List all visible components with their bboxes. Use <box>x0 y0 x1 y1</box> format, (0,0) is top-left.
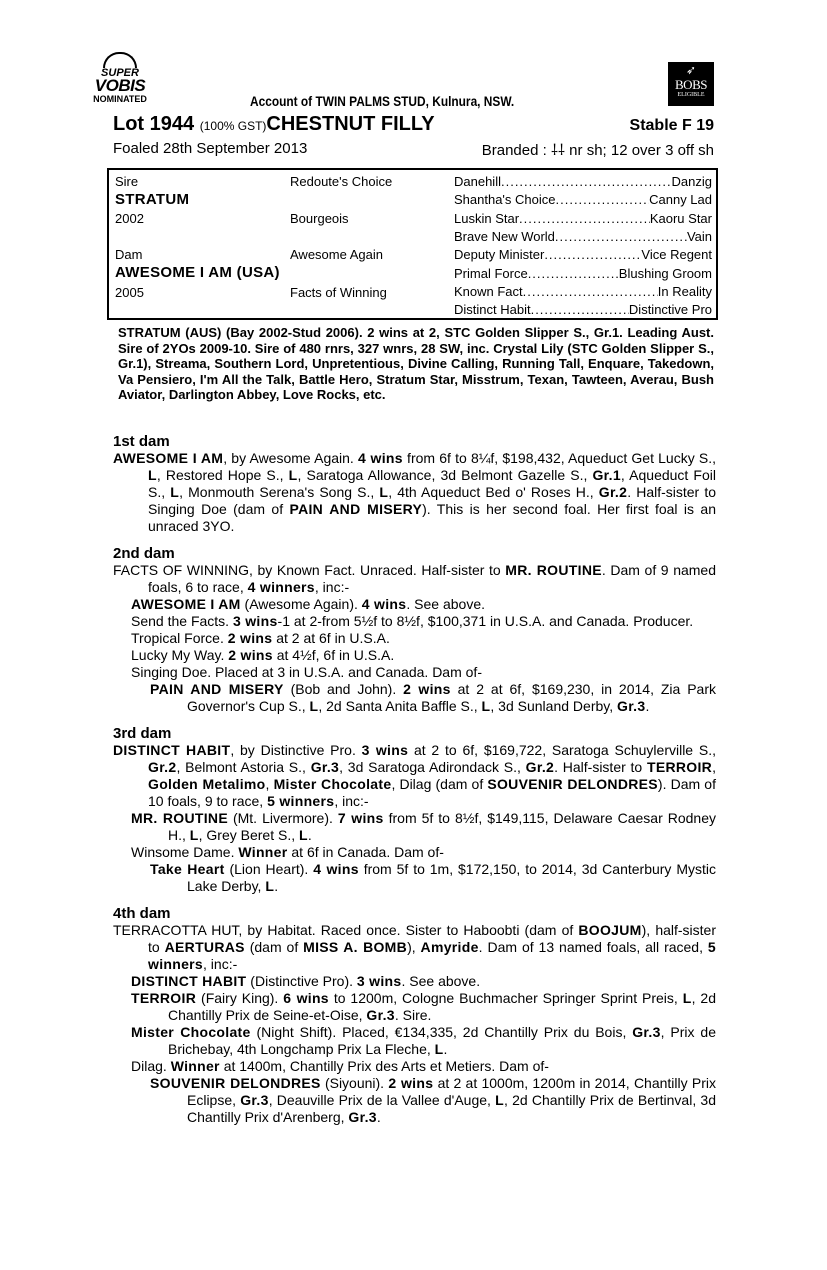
text-run: . Dam of 13 named foals, all raced, <box>478 939 708 955</box>
highlight-text: 3 wins <box>232 613 278 629</box>
highlight-text: Gr.3 <box>632 1024 661 1040</box>
text-run: Lucky My Way. <box>131 647 229 663</box>
text-run: . Dam of 9 named foals, 6 to race, <box>148 562 717 595</box>
highlight-text: 5 winners <box>148 939 716 972</box>
sun-icon <box>103 52 137 68</box>
highlight-text: Gr.2 <box>525 759 555 775</box>
leader-dots <box>523 284 658 299</box>
highlight-text: PAIN AND MISERY <box>289 501 423 517</box>
ancestor-name: Danehill <box>454 174 501 189</box>
text-run: (Awesome Again). <box>240 596 362 612</box>
text-run: Dilag. <box>131 1058 171 1074</box>
text-run: . <box>376 1109 381 1125</box>
highlight-text: Golden Metalimo <box>148 776 266 792</box>
pedigree-entry <box>113 990 716 1024</box>
text-run: , Restored Hope S., <box>156 467 289 483</box>
ancestor-sire: Blushing Groom <box>618 265 712 281</box>
section-heading: 3rd dam <box>113 725 172 742</box>
highlight-text: L <box>379 484 389 500</box>
text-run: , Monmouth Serena's Song S., <box>179 484 380 500</box>
highlight-text: 5 winners <box>267 793 335 809</box>
pedigree-entry <box>113 562 716 596</box>
section-heading: 4th dam <box>113 905 171 922</box>
lot-number: Lot 1944 <box>113 113 195 135</box>
highlight-text: Amyride <box>420 939 479 955</box>
highlight-text: 6 wins <box>283 990 329 1006</box>
text-run: from 6f to 8¼f, $198,432, Aqueduct Get Lucky S., <box>402 450 716 466</box>
highlight-text: 4 winners <box>247 579 315 595</box>
text-run: , 2d Santa Anita Baffle S., <box>318 698 482 714</box>
highlight-text: 4 wins <box>361 596 407 612</box>
text-run: (Bob and John). <box>283 681 404 697</box>
text-run: , 2d Chantilly Prix de Bertinval, 3d Chantilly Prix d'Arenberg, <box>187 1092 716 1125</box>
pedigree-entry <box>113 664 716 681</box>
text-run: at 6f in Canada. Dam of- <box>287 844 444 860</box>
text-run: . Half-sister to <box>554 759 647 775</box>
highlight-text: 4 wins <box>357 450 403 466</box>
ancestor-sire: In Reality <box>657 283 712 299</box>
pedigree-entry <box>113 1024 716 1058</box>
text-run: (Fairy King). <box>196 990 284 1006</box>
pedigree-entry <box>113 681 716 715</box>
pedigree-entry <box>113 1058 716 1075</box>
text-run: from 5f to 8½f, $149,115, Delaware Caesar Rodney H., <box>168 810 716 843</box>
foaled-date: Foaled 28th September 2013 <box>113 140 308 157</box>
text-run: , Deauville Prix de la Vallee d'Auge, <box>268 1092 496 1108</box>
dam-label: Dam <box>115 247 143 262</box>
bird-icon: ➶ <box>685 63 697 77</box>
ancestor-sire: Danzig <box>671 174 712 189</box>
leader-dots <box>555 229 687 244</box>
highlight-text: Gr.2 <box>598 484 628 500</box>
vendor-account: Account of TWIN PALMS STUD, Kulnura, NSW. <box>250 93 515 109</box>
section-heading: 2nd dam <box>113 545 175 562</box>
highlight-text: L <box>682 990 692 1006</box>
super-vobis-logo <box>86 52 154 108</box>
logo-text: BOBS <box>675 77 707 92</box>
pedigree-entry <box>113 742 716 810</box>
ancestor-row <box>454 174 712 189</box>
bobs-logo <box>668 62 714 106</box>
highlight-text: Gr.3 <box>617 698 646 714</box>
ancestor-name: Deputy Minister <box>454 247 545 263</box>
logo-text: ELIGIBLE <box>677 92 705 98</box>
highlight-text: L <box>495 1092 504 1108</box>
text-run: , inc:- <box>334 793 369 809</box>
ancestor-sire: Vice Regent <box>641 247 712 263</box>
ancestor-name: Primal Force <box>454 265 528 281</box>
leader-dots <box>531 302 629 317</box>
sire-year: 2002 <box>115 211 144 226</box>
text-run: (Distinctive Pro). <box>246 973 357 989</box>
sire-label: Sire <box>115 174 139 189</box>
text-run: ), <box>407 939 421 955</box>
grandsire: Awesome Again <box>290 247 383 262</box>
text-run: , by Awesome Again. <box>223 450 358 466</box>
ancestor-sire: Distinctive Pro <box>628 302 712 318</box>
section-heading: 1st dam <box>113 433 170 450</box>
highlight-text: 2 wins <box>388 1075 434 1091</box>
highlight-text: 3 wins <box>361 742 409 758</box>
text-run: , by Distinctive Pro. <box>230 742 362 758</box>
granddam: Facts of Winning <box>290 285 387 300</box>
highlight-text: SOUVENIR DELONDRES <box>150 1075 321 1091</box>
highlight-text: L <box>481 698 491 714</box>
text-run: ), half-sister to <box>148 922 716 955</box>
ancestor-row <box>454 247 712 262</box>
highlight-text: AERTURAS <box>164 939 245 955</box>
highlight-text: Gr.3 <box>240 1092 269 1108</box>
text-run: Winsome Dame. <box>131 844 239 860</box>
text-run: (dam of <box>244 939 304 955</box>
highlight-text: 7 wins <box>337 810 384 826</box>
text-run: at 2 to 6f, $169,722, Saratoga Schuylerville S., <box>408 742 717 758</box>
pedigree-table <box>107 168 718 320</box>
text-run: . Half-sister to Singing Doe (dam of <box>148 484 717 517</box>
text-run: at 2 at 6f in U.S.A. <box>272 630 390 646</box>
dam-lines <box>113 433 716 1126</box>
ancestor-name: Distinct Habit <box>454 302 531 318</box>
pedigree-entry <box>113 596 716 613</box>
text-run: FACTS OF WINNING, by Known Fact. Unraced. Half-sister to <box>113 562 506 578</box>
highlight-text: L <box>299 827 308 843</box>
ancestor-row <box>454 211 712 226</box>
text-run: ). This is her second foal. Her first foal is an unraced 3YO. <box>148 501 716 534</box>
text-run: , Aqueduct Foil S., <box>148 467 716 500</box>
text-run: , 3d Sunland Derby, <box>490 698 618 714</box>
text-run: -1 at 2-from 5½f to 8½f, $100,371 in U.S.A. and Canada. Producer. <box>277 613 694 629</box>
pedigree-entry <box>113 450 716 535</box>
highlight-text: AWESOME I AM <box>131 596 241 612</box>
ancestor-sire: Vain <box>686 228 712 244</box>
text-run: . <box>307 827 312 843</box>
highlight-text: 2 wins <box>403 681 451 697</box>
text-run: , Prix de Brichebay, 4th Longchamp Prix La Fleche, <box>168 1024 716 1057</box>
leader-dots <box>501 174 672 189</box>
ancestor-name: Shantha's Choice <box>454 192 556 208</box>
sire-summary: STRATUM (AUS) (Bay 2002-Stud 2006). 2 wins at 2, STC Golden Slipper S., Gr.1. Leading Aust. Sire of 2YOs 2009-10. Sire of 480 rnrs, 327 wnrs, 28 SW, inc. Crystal Lily (STC Golden Slipper S., Gr.1), Streama, Southern Lord, Unpretentious, Divine Calling, Running Tall, Enquare, Takedown, Va Pensiero, I'm All the Talk, Battle Hero, Stratum Star, Misstrum, Texan, Tawteen, Averau, Bush Aviator, Darlington Abbey, Love Rocks, etc. <box>118 325 714 402</box>
logo-text: NOMINATED <box>93 94 147 104</box>
text-run: at 2 at 1000m, 1200m in 2014, Chantilly Prix Eclipse, <box>187 1075 717 1108</box>
text-run: at 2 at 6f, $169,230, in 2014, Zia Park Governor's Cup S., <box>187 681 717 714</box>
pedigree-entry <box>113 613 716 630</box>
brand-info: Branded : ⸸⸸ nr sh; 12 over 3 off sh <box>481 142 714 159</box>
text-run: from 5f to 1m, $172,150, to 2014, 3d Canterbury Mystic Lake Derby, <box>187 861 716 894</box>
text-run: to 1200m, Cologne Buchmacher Springer Sprint Preis, <box>328 990 683 1006</box>
highlight-text: MR. ROUTINE <box>505 562 602 578</box>
highlight-text: L <box>288 467 298 483</box>
highlight-text: 3 wins <box>356 973 402 989</box>
pedigree-entry <box>113 922 716 973</box>
highlight-text: TERROIR <box>646 759 713 775</box>
text-run: . See above. <box>401 973 481 989</box>
text-run: , 2d Chantilly Prix de Seine-et-Oise, <box>168 990 717 1023</box>
ancestor-row <box>454 302 712 317</box>
text-run: . <box>274 878 279 894</box>
stable-number: Stable F 19 <box>629 117 714 134</box>
logo-text: VOBIS <box>94 76 146 95</box>
dam-name: AWESOME I AM (USA) <box>115 264 280 281</box>
pedigree-entry <box>113 973 716 990</box>
leader-dots <box>528 266 619 281</box>
ancestor-name: Luskin Star <box>454 210 520 226</box>
text-run: , Belmont Astoria S., <box>176 759 311 775</box>
highlight-text: MISS A. BOMB <box>303 939 408 955</box>
highlight-text: BOOJUM <box>578 922 642 938</box>
highlight-text: Mister Chocolate <box>273 776 392 792</box>
highlight-text: 2 wins <box>228 647 273 663</box>
highlight-text: Winner <box>170 1058 220 1074</box>
text-run: (Lion Heart). <box>224 861 314 877</box>
highlight-text: Gr.3 <box>348 1109 377 1125</box>
text-run: (Night Shift). Placed, €134,335, 2d Chantilly Prix du Bois, <box>250 1024 633 1040</box>
sire-name: STRATUM <box>115 191 190 208</box>
highlight-text: Gr.2 <box>148 759 177 775</box>
highlight-text: DISTINCT HABIT <box>113 742 231 758</box>
ancestor-row <box>454 266 712 281</box>
ancestor-row <box>454 229 712 244</box>
highlight-text: 2 wins <box>227 630 273 646</box>
highlight-text: Take Heart <box>150 861 225 877</box>
text-run: , inc:- <box>314 579 350 595</box>
highlight-text: MR. ROUTINE <box>131 810 228 826</box>
pedigree-entry <box>113 844 716 861</box>
highlight-text: PAIN AND MISERY <box>150 681 284 697</box>
highlight-text: 4 wins <box>313 861 359 877</box>
highlight-text: L <box>309 698 319 714</box>
highlight-text: Gr.3 <box>366 1007 395 1023</box>
text-run: . <box>645 698 650 714</box>
ancestor-sire: Kaoru Star <box>649 210 712 226</box>
leader-dots <box>519 211 650 226</box>
highlight-text: DISTINCT HABIT <box>131 973 247 989</box>
text-run: at 1400m, Chantilly Prix des Arts et Metiers. Dam of- <box>219 1058 549 1074</box>
dam-year: 2005 <box>115 285 144 300</box>
text-run: , 3d Saratoga Adirondack S., <box>339 759 526 775</box>
grandsire: Redoute's Choice <box>290 174 393 189</box>
text-run: , Dilag (dam of <box>391 776 488 792</box>
highlight-text: SOUVENIR DELONDRES <box>487 776 658 792</box>
ancestor-row <box>454 284 712 299</box>
pedigree-entry <box>113 630 716 647</box>
highlight-text: L <box>189 827 199 843</box>
text-run: Singing Doe. Placed at 3 in U.S.A. and Canada. Dam of- <box>131 664 482 680</box>
ancestor-row <box>454 192 712 207</box>
text-run: (Siyouni). <box>320 1075 389 1091</box>
pedigree-entry <box>113 1075 716 1126</box>
leader-dots <box>556 192 650 207</box>
highlight-text: L <box>148 467 157 483</box>
text-run: . See above. <box>406 596 485 612</box>
text-run: ). Dam of 10 foals, 9 to race, <box>148 776 716 809</box>
leader-dots <box>544 247 641 262</box>
ancestor-sire: Canny Lad <box>649 192 712 208</box>
ancestor-name: Known Fact <box>454 283 523 299</box>
text-run: Tropical Force. <box>131 630 228 646</box>
text-run: , <box>712 759 716 775</box>
logo-text: SUPER <box>101 67 139 79</box>
text-run: at 4½f, 6f in U.S.A. <box>272 647 395 663</box>
highlight-text: Mister Chocolate <box>131 1024 251 1040</box>
granddam: Bourgeois <box>290 211 349 226</box>
text-run: , Grey Beret S., <box>198 827 300 843</box>
highlight-text: L <box>170 484 180 500</box>
text-run: . <box>443 1041 448 1057</box>
highlight-text: AWESOME I AM <box>113 450 224 466</box>
highlight-text: Gr.3 <box>310 759 340 775</box>
text-run: , <box>265 776 274 792</box>
text-run: , inc:- <box>203 956 238 972</box>
gst-note: (100% GST) <box>199 119 267 133</box>
text-run: Send the Facts. <box>131 613 233 629</box>
text-run: , 4th Aqueduct Bed o' Roses H., <box>388 484 599 500</box>
pedigree-entry <box>113 647 716 664</box>
highlight-text: Winner <box>238 844 288 860</box>
text-run: (Mt. Livermore). <box>227 810 338 826</box>
highlight-text: TERROIR <box>131 990 197 1006</box>
highlight-text: L <box>434 1041 444 1057</box>
highlight-text: L <box>265 878 275 894</box>
ancestor-name: Brave New World <box>454 228 555 244</box>
horse-description: CHESTNUT FILLY <box>266 113 435 135</box>
text-run: , Saratoga Allowance, 3d Belmont Gazelle S., <box>297 467 593 483</box>
pedigree-entry <box>113 861 716 895</box>
highlight-text: Gr.1 <box>592 467 621 483</box>
text-run: TERRACOTTA HUT, by Habitat. Raced once. Sister to Haboobti (dam of <box>113 922 579 938</box>
lot-title <box>113 113 435 136</box>
text-run: . Sire. <box>394 1007 432 1023</box>
pedigree-entry <box>113 810 716 844</box>
